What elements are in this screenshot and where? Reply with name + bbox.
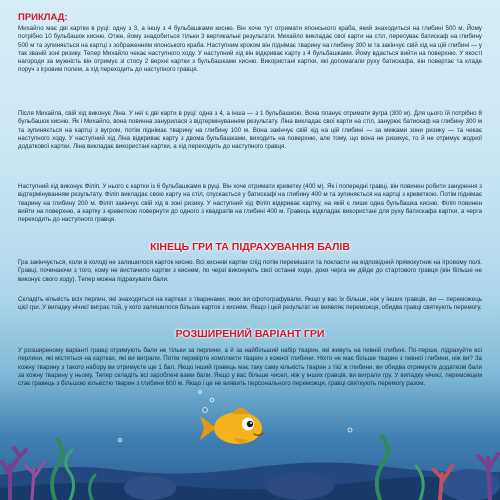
example-paragraph-2: Після Михайла, свій хід виконує Ліна. У неї є дві карти в руці: одна з 4, а інша — з 1 бульбашкою. Вона планує отримати вугра (300 м). Для цього їй потрібно 8 бульбашок кисню. Як і Михайло, вона повинна занурилася з відтермінуванням результату. Ліна викладає свої карти на стіл, занурює батискаф на глибину 300 м та зупиняється на картці з вугром, потім піднімає тварину на глибину 100 м. Вона закінчує свій хід на цій глибині — за межами зони ризику — та чекає наступного ходу. У наступний хід Ліна відкриває карту з двома бульбашками, виходить на поверхню, але тому, що вона не ризикує, то й не отримує жодної додаткової картки. Ліна викладає використані картки, а хід переходить до наступного гравця. bbox=[18, 110, 482, 151]
fish-icon bbox=[200, 408, 263, 444]
end-of-game-heading: КІНЕЦЬ ГРИ ТА ПІДРАХУВАННЯ БАЛІВ bbox=[150, 241, 350, 253]
example-paragraph-3: Наступний хід виконує Філіп. У нього є картки із 6 бульбашками в руці. Він хоче отримати креветку (400 м). Як і попередні гравці, він повинен робити занурення з відтермінуванням результату. Філіп викладає свою карту на стіл, спускається у батискафі на глибину 400 м та зупиняється на картці з креветкою. Потім піднімає тварину на глибину 200 м. Філіп закінчує свій хід в зоні ризику. У наступний хід Філіп відкриває картку, на якій є лише одна бульбашка кисню. Філіп повинен вийти на поверхню, а картку з креветкою повернути до одного з квадратів на глибині 400 м. Гравець відкладає використані для руху батискафа картки, а черга переходить до наступного гравця. bbox=[18, 183, 482, 224]
end-paragraph-1: Гра закінчується, коли в колоді не залишилося карток кисню. Всі кисневі картки слід потім перемішати та покласти на відповідний прямокутник на ігровому полі. Гравці, починаючи з того, кому не вистачило картки з киснем, по черзі виконують свої останні ходи, доки черга не дійде до стартового гравця (він більше не виконує свого ходу). Тепер можна підрахувати бали. bbox=[18, 259, 482, 283]
example-heading: ПРИКЛАД: bbox=[18, 12, 68, 23]
end-paragraph-2: Складіть кількість всіх перлин, які знаходяться на картках з тваринами, яких ви сфотографували. Якщо у вас їх більше, ніж у інших гравців, ви — переможець цієї гри. У випадку нічиєї виграє той, у кого залишилося більше карток з киснем. Якщо і цей результат не виявляє переможця, обидва гравці святкують перемогу. bbox=[18, 296, 482, 312]
advanced-variant-heading: РОЗШИРЕНИЙ ВАРІАНТ ГРИ bbox=[175, 328, 325, 340]
example-paragraph-1: Михайло має дві картки в руці: одну з 3, а іншу з 4 бульбашками кисню. Він хоче тут отримати японського краба, який знаходиться на глибині 500 м. Йому потрібно 10 бульбашок кисню. Отже, йому знадобиться тільки 3 вертикальні результати. Михайло викладає свої карти на стіл, пересуває батискаф на глибину 500 м та зупиняється на картці з зображенням японського краба. Наступним кроком він піднімає тварину на глибину 300 м та закінчує свій хід на цій глибині — у так званій зоні ризику. Тепер Михайло чекає наступного ходу. У наступний хід він відкриває карту з 4 бульбашками. Йому вдається вийти на поверхню. У якості нагороди за мужність він отримує зі стосу 2 верхні картки з бульбашками кисню. Використані картки, які допомагали руху батискафа, він повертає та кладе поруч з ігровим полем, а хід переходить до наступного гравця. bbox=[18, 25, 482, 74]
advanced-paragraph: У розширеному варіанті гравці отримують бали не тільки за перлини, а й за найбільший набір тварин, які живуть на певній глибині. По-перше, підрахуйте всі перлини, які містяться на картках, які ви виграли. Потім перевірте комплекти тварин з кожної глибини. Ніхто не має більше тварин з певної глибини, ніж ви? За кожну тварину з такого набору ви отримуєте ще 1 бал. Якщо інший гравець має таку саму кількість тварин з тієї ж глибини, ви обидва отримуєте додаткові бали за кожну тварину у ньому. Тепер складіть всі зароблені вами бали. Якщо у вас більше чисел, ніж у інших гравців, ви виграли гру. У випадку нічиєї, переможцем стає гравець з більшою кількістю тварин з глибини 600 м. Якщо і це не виявить персонального переможця, гравці святкують перемогу разом. bbox=[18, 347, 482, 388]
seabed-scene bbox=[0, 370, 500, 500]
